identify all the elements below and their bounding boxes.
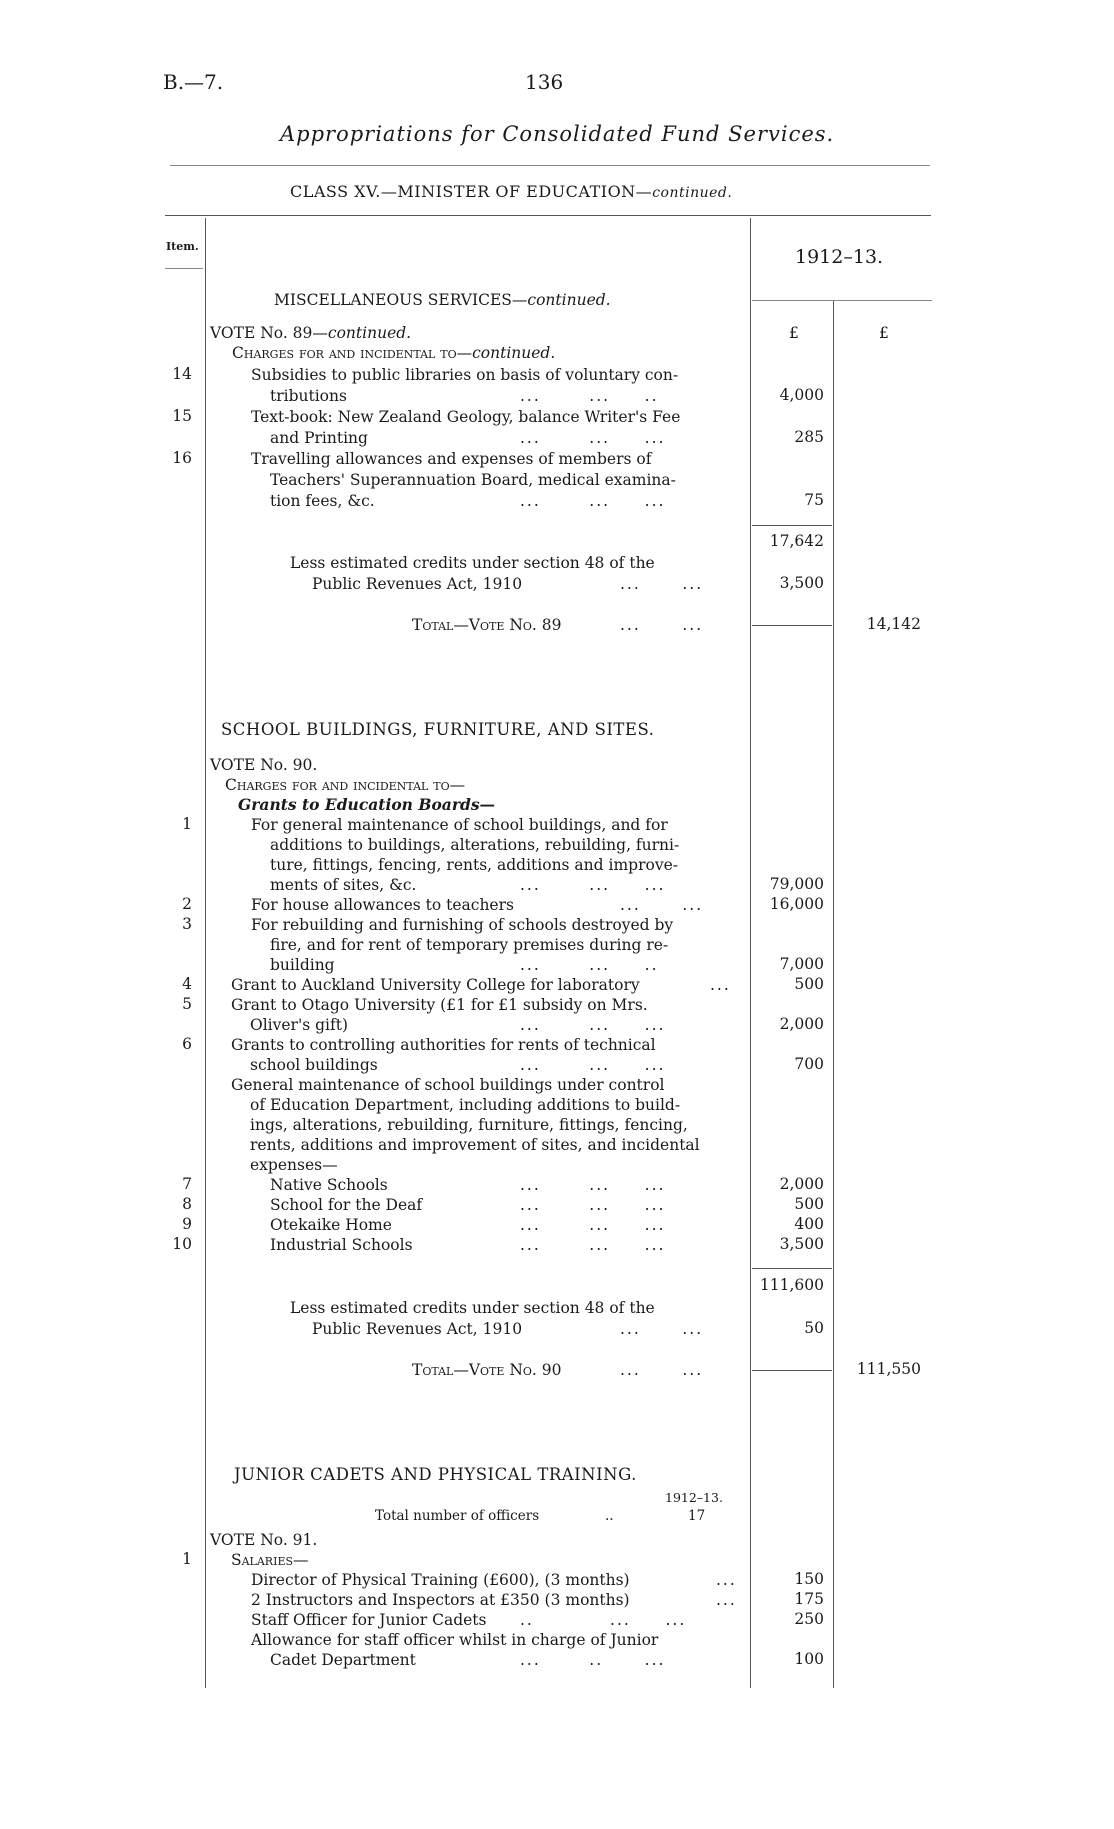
item-6-amount: 700 bbox=[794, 1055, 824, 1073]
salaries-heading: Salaries— bbox=[231, 1551, 309, 1569]
vote-89-charges-continued: continued. bbox=[472, 344, 556, 362]
item-column-header: Item. bbox=[166, 240, 199, 253]
leader-dots: ... ... ... bbox=[520, 1056, 666, 1074]
leader-dots: .. ... ... bbox=[520, 1611, 687, 1629]
class-heading bbox=[290, 182, 732, 201]
industrial-schools-label: Industrial Schools bbox=[270, 1236, 413, 1254]
otekaike-home-label: Otekaike Home bbox=[270, 1216, 392, 1234]
industrial-schools-amount: 3,500 bbox=[779, 1235, 824, 1253]
item-number: 1 bbox=[182, 1550, 192, 1568]
grants-to-boards-heading: Grants to Education Boards— bbox=[238, 795, 496, 814]
year-header-rule bbox=[752, 300, 932, 301]
total-rule bbox=[752, 1370, 832, 1371]
general-maintenance-text-cont: rents, additions and improvement of sites, and incidental bbox=[250, 1136, 700, 1154]
vote-91-label: VOTE No. 91. bbox=[210, 1531, 318, 1549]
item-1-description-cont: additions to buildings, alterations, rebuilding, furni- bbox=[270, 836, 680, 854]
item-number: 9 bbox=[182, 1215, 192, 1233]
salary-line-allowance-cont: Cadet Department bbox=[270, 1651, 416, 1669]
leader-dots: ... ... bbox=[620, 896, 704, 914]
officers-count-label: Total number of officers bbox=[375, 1508, 540, 1524]
leader-dots: ... ... ... bbox=[520, 1176, 666, 1194]
item-15-amount: 285 bbox=[794, 428, 824, 446]
vote-89-total-label: Total—Vote No. 89 bbox=[412, 616, 562, 634]
item-4-amount: 500 bbox=[794, 975, 824, 993]
leader-dots: ... ... bbox=[620, 1320, 704, 1338]
item-number: 15 bbox=[172, 407, 192, 425]
leader-dots: ... ... bbox=[620, 616, 704, 634]
class-heading-main: CLASS XV.—MINISTER OF EDUCATION— bbox=[290, 182, 653, 201]
vote-90-subtotal: 111,600 bbox=[759, 1276, 824, 1294]
item-3-description-cont2: building bbox=[270, 956, 335, 974]
total-rule bbox=[752, 625, 832, 626]
otekaike-home-amount: 400 bbox=[794, 1215, 824, 1233]
item-number: 14 bbox=[172, 365, 192, 383]
leader-dots: ... ... bbox=[620, 1361, 704, 1379]
item-5-amount: 2,000 bbox=[779, 1015, 824, 1033]
misc-heading-continued: continued. bbox=[527, 291, 611, 309]
class-heading-continued: continued. bbox=[652, 185, 733, 201]
officers-count: 17 bbox=[688, 1508, 706, 1524]
item-16-description-cont: Teachers' Superannuation Board, medical examina- bbox=[270, 471, 676, 489]
amount-column-rule-2 bbox=[833, 300, 834, 1688]
item-16-amount: 75 bbox=[804, 491, 824, 509]
vote-89-main: VOTE No. 89— bbox=[210, 324, 328, 342]
item-number: 3 bbox=[182, 915, 192, 933]
subtotal-rule bbox=[752, 525, 832, 526]
vote-90-charges: Charges for and incidental to— bbox=[225, 776, 466, 794]
item-number: 4 bbox=[182, 975, 192, 993]
native-schools-amount: 2,000 bbox=[779, 1175, 824, 1193]
vote-90-label: VOTE No. 90. bbox=[210, 756, 318, 774]
item-6-description-cont: school buildings bbox=[250, 1056, 378, 1074]
item-2-amount: 16,000 bbox=[769, 895, 824, 913]
salary-director-amount: 150 bbox=[794, 1570, 824, 1588]
page-title: Appropriations for Consolidated Fund Services. bbox=[280, 122, 835, 146]
item-1-amount: 79,000 bbox=[769, 875, 824, 893]
item-1-description-cont2: ture, fittings, fencing, rents, additions and improve- bbox=[270, 856, 678, 874]
header-rule bbox=[170, 165, 930, 166]
general-maintenance-text: General maintenance of school buildings under control bbox=[231, 1076, 665, 1094]
general-maintenance-text-cont: expenses— bbox=[250, 1156, 338, 1174]
school-buildings-heading: SCHOOL BUILDINGS, FURNITURE, AND SITES. bbox=[221, 720, 655, 739]
leader-dots: ... ... ... bbox=[520, 876, 666, 894]
vote-90-total-label: Total—Vote No. 90 bbox=[412, 1361, 562, 1379]
misc-heading-main: MISCELLANEOUS SERVICES— bbox=[274, 291, 528, 309]
item-column-rule bbox=[205, 218, 206, 1688]
item-14-description: Subsidies to public libraries on basis of voluntary con- bbox=[251, 366, 679, 384]
school-for-deaf-amount: 500 bbox=[794, 1195, 824, 1213]
item-number: 7 bbox=[182, 1175, 192, 1193]
salary-line-director: Director of Physical Training (£600), (3 months) bbox=[251, 1571, 630, 1589]
vote-90-less-credits: Less estimated credits under section 48 of the bbox=[290, 1299, 655, 1317]
salary-instructors-amount: 175 bbox=[794, 1590, 824, 1608]
vote-89-charges bbox=[232, 343, 555, 364]
pound-symbol-1: £ bbox=[789, 324, 799, 342]
year-column-header: 1912–13. bbox=[795, 246, 884, 268]
item-3-description-cont: fire, and for rent of temporary premises during re- bbox=[270, 936, 669, 954]
vote-90-less-amount: 50 bbox=[804, 1319, 824, 1337]
vote-89-total: 14,142 bbox=[866, 615, 921, 633]
item-number: 6 bbox=[182, 1035, 192, 1053]
vote-89-label bbox=[210, 323, 411, 344]
item-number: 2 bbox=[182, 895, 192, 913]
amount-column-rule-1 bbox=[750, 218, 751, 1688]
item-1-description-cont3: ments of sites, &c. bbox=[270, 876, 417, 894]
vote-89-charges-main: Charges for and incidental to— bbox=[232, 344, 473, 362]
misc-heading bbox=[274, 290, 611, 311]
leader-dots: ... bbox=[716, 1591, 737, 1609]
page-number: 136 bbox=[525, 70, 564, 94]
item-5-description-cont: Oliver's gift) bbox=[250, 1016, 348, 1034]
leader-dots: ... ... ... bbox=[520, 1216, 666, 1234]
leader-dots: ... ... bbox=[620, 575, 704, 593]
item-6-description: Grants to controlling authorities for rents of technical bbox=[231, 1036, 656, 1054]
vote-90-total: 111,550 bbox=[856, 1360, 921, 1378]
leader-dots: ... ... .. bbox=[520, 956, 659, 974]
leader-dots: ... ... .. bbox=[520, 387, 659, 405]
pound-symbol-2: £ bbox=[879, 324, 889, 342]
leader-dots: ... ... ... bbox=[520, 1016, 666, 1034]
general-maintenance-text-cont: of Education Department, including additions to build- bbox=[250, 1096, 681, 1114]
leader-dots: ... bbox=[710, 976, 731, 994]
salary-line-instructors: 2 Instructors and Inspectors at £350 (3 months) bbox=[251, 1591, 630, 1609]
leader-dots: ... ... ... bbox=[520, 429, 666, 447]
salary-line-staff-officer: Staff Officer for Junior Cadets bbox=[251, 1611, 487, 1629]
item-number: 1 bbox=[182, 815, 192, 833]
item-16-description-cont2: tion fees, &c. bbox=[270, 492, 375, 510]
officers-year-header: 1912–13. bbox=[665, 1490, 723, 1505]
item-1-description: For general maintenance of school buildings, and for bbox=[251, 816, 668, 834]
vote-89-continued: continued. bbox=[327, 324, 412, 342]
vote-89-less-credits: Less estimated credits under section 48 of the bbox=[290, 554, 655, 572]
item-number: 5 bbox=[182, 995, 192, 1013]
vote-89-less-credits-cont: Public Revenues Act, 1910 bbox=[312, 575, 523, 593]
allowance-amount: 100 bbox=[794, 1650, 824, 1668]
item-3-description: For rebuilding and furnishing of schools destroyed by bbox=[251, 916, 674, 934]
leader-dots: ... ... ... bbox=[520, 1196, 666, 1214]
item-15-description-cont: and Printing bbox=[270, 429, 368, 447]
junior-cadets-heading: JUNIOR CADETS AND PHYSICAL TRAINING. bbox=[234, 1465, 637, 1484]
item-14-amount: 4,000 bbox=[779, 386, 824, 404]
item-16-description: Travelling allowances and expenses of members of bbox=[251, 450, 652, 468]
leader-dots: ... bbox=[716, 1571, 737, 1589]
item-2-description: For house allowances to teachers bbox=[251, 896, 514, 914]
item-14-description-cont: tributions bbox=[270, 387, 347, 405]
page-reference: B.—7. bbox=[163, 70, 224, 94]
vote-90-less-credits-cont: Public Revenues Act, 1910 bbox=[312, 1320, 523, 1338]
salary-line-allowance: Allowance for staff officer whilst in charge of Junior bbox=[251, 1631, 659, 1649]
salary-staff-officer-amount: 250 bbox=[794, 1610, 824, 1628]
vote-89-subtotal: 17,642 bbox=[769, 532, 824, 550]
item-5-description: Grant to Otago University (£1 for £1 subsidy on Mrs. bbox=[231, 996, 648, 1014]
item-number: 8 bbox=[182, 1195, 192, 1213]
item-number: 16 bbox=[172, 449, 192, 467]
leader-dots: ... ... ... bbox=[520, 492, 666, 510]
item-header-rule bbox=[165, 268, 203, 269]
general-maintenance-text-cont: ings, alterations, rebuilding, furniture, fittings, fencing, bbox=[250, 1116, 688, 1134]
item-3-amount: 7,000 bbox=[779, 955, 824, 973]
item-number: 10 bbox=[172, 1235, 192, 1253]
leader-dots: .. bbox=[605, 1508, 614, 1524]
school-for-deaf-label: School for the Deaf bbox=[270, 1196, 423, 1214]
native-schools-label: Native Schools bbox=[270, 1176, 388, 1194]
leader-dots: ... .. ... bbox=[520, 1651, 666, 1669]
item-15-description: Text-book: New Zealand Geology, balance Writer's Fee bbox=[251, 408, 681, 426]
leader-dots: ... ... ... bbox=[520, 1236, 666, 1254]
item-4-description: Grant to Auckland University College for laboratory bbox=[231, 976, 640, 994]
table-top-rule bbox=[165, 215, 931, 216]
subtotal-rule bbox=[752, 1268, 832, 1269]
vote-89-less-amount: 3,500 bbox=[779, 574, 824, 592]
